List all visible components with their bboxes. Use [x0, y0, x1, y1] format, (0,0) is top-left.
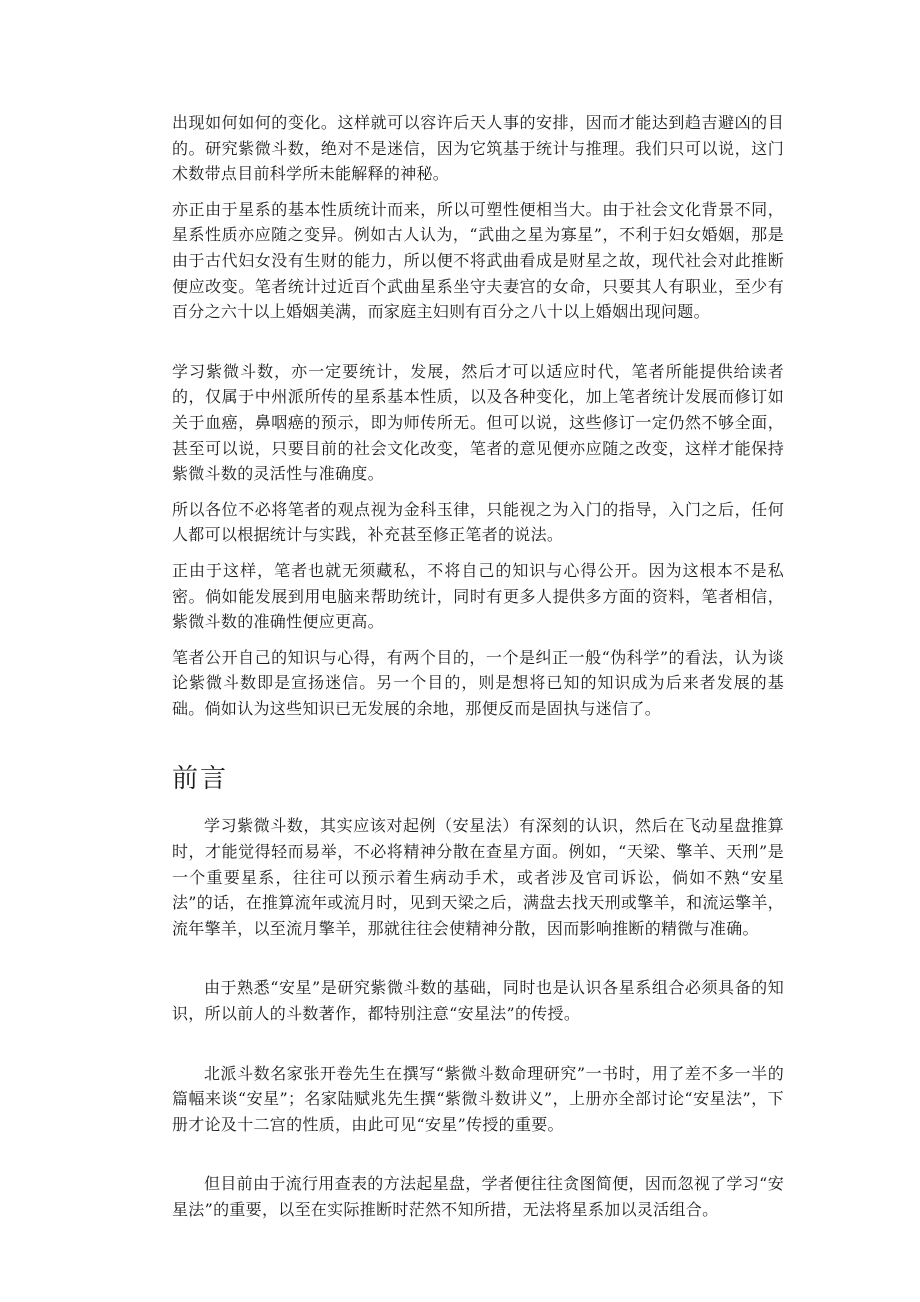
preface-paragraph-1: 学习紫微斗数，其实应该对起例（安星法）有深刻的认识，然后在飞动星盘推算时，才能觉得轻而易举，不必将精神分散在查星方面。例如，“天梁、擎羊、天刑”是一个重要星系，往往可以预示着生病动手术，或者涉及官司诉讼，倘如不熟“安星法”的话，在推算流年或流月时，见到天梁之后，满盘去找天刑或擎羊，和流运擎羊，流年擎羊，以至流月擎羊，那就往往会使精神分散，因而影响推断的精微与准确。: [172, 816, 784, 938]
paragraph-6: 笔者公开自己的知识与心得，有两个目的，一个是纠正一般“伪科学”的看法，认为谈论紫微斗数即是宣扬迷信。另一个目的，则是想将已知的知识成为后来者发展的基础。倘如认为这些知识已无发展的余地，那便反而是固执与迷信了。: [172, 647, 784, 718]
paragraph-1: 出现如何如何的变化。这样就可以容许后天人事的安排，因而才能达到趋吉避凶的目的。研究紫微斗数，绝对不是迷信，因为它筑基于统计与推理。我们只可以说，这门术数带点目前科学所未能解释的神秘。: [172, 113, 784, 184]
preface-paragraph-3: 北派斗数名家张开卷先生在撰写“紫微斗数命理研究”一书时，用了差不多一半的篇幅来谈“安星”；名家陆赋兆先生撰“紫微斗数讲义”，上册亦全部讨论“安星法”，下册才论及十二宫的性质，由此可见“安星”传授的重要。: [172, 1063, 784, 1134]
paragraph-4: 所以各位不必将笔者的观点视为金科玉律，只能视之为入门的指导，入门之后，任何人都可以根据统计与实践，补充甚至修正笔者的说法。: [172, 499, 784, 545]
preface-paragraph-2: 由于熟悉“安星”是研究紫微斗数的基础，同时也是认识各星系组合必须具备的知识，所以前人的斗数著作，都特别注意“安星法”的传授。: [172, 978, 784, 1024]
section-heading: 前言: [172, 764, 229, 795]
paragraph-3: 学习紫微斗数，亦一定要统计，发展，然后才可以适应时代，笔者所能提供给读者的，仅属于中州派所传的星系基本性质，以及各种变化，加上笔者统计发展而修订如关于血癌，鼻咽癌的预示，即为师传所无。但可以说，这些修订一定仍然不够全面，甚至可以说，只要目前的社会文化改变，笔者的意见便亦应随之改变，这样才能保持紫微斗数的灵活性与准确度。: [172, 361, 784, 484]
preface-paragraph-4: 但目前由于流行用查表的方法起星盘，学者便往往贪图简便，因而忽视了学习“安星法”的重要，以至在实际推断时茫然不知所措，无法将星系加以灵活组合。: [172, 1174, 784, 1219]
paragraph-5: 正由于这样，笔者也就无须藏私，不将自己的知识与心得公开。因为这根本不是私密。倘如能发展到用电脑来帮助统计，同时有更多人提供多方面的资料，笔者相信，紫微斗数的准确性便应更高。: [172, 560, 784, 632]
paragraph-2: 亦正由于星系的基本性质统计而来，所以可塑性便相当大。由于社会文化背景不同，星系性质亦应随之变异。例如古人认为，“武曲之星为寡星”，不利于妇女婚姻，那是由于古代妇女没有生财的能力，所以便不将武曲看成是财星之故，现代社会对此推断便应改变。笔者统计过近百个武曲星系坐守夫妻宫的女命，只要其人有职业，至少有百分之六十以上婚姻美满，而家庭主妇则有百分之八十以上婚姻出现问题。: [172, 199, 784, 322]
document-page: [172, 110, 784, 1223]
